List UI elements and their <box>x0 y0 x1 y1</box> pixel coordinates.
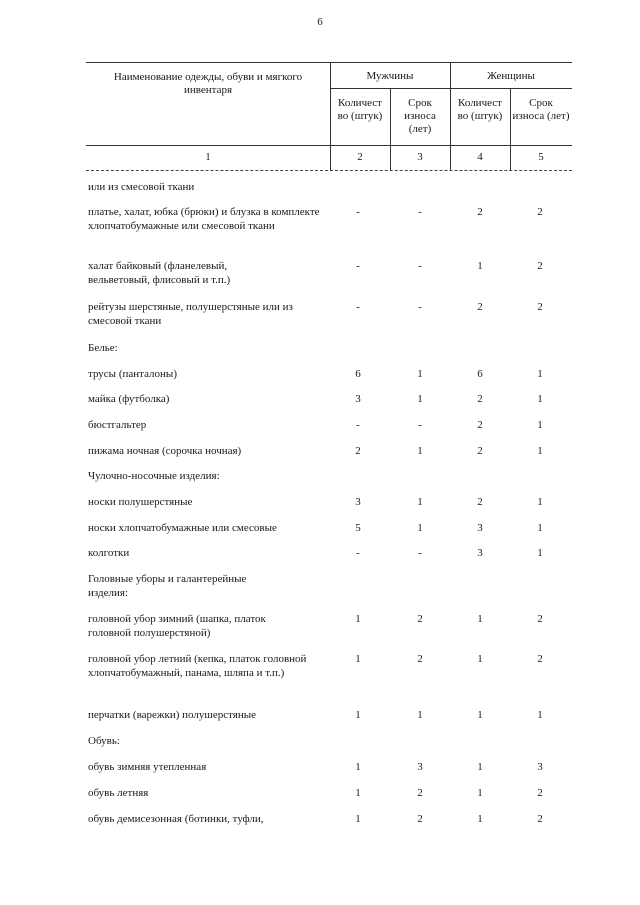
women-quantity: 1 <box>477 260 483 272</box>
women-term: 2 <box>537 787 543 799</box>
men-quantity: 1 <box>355 761 361 773</box>
column-number: 1 <box>205 151 211 163</box>
men-term: 1 <box>417 522 423 534</box>
item-name: головной убор зимний (шапка, платок головной полушерстяной) <box>88 613 266 639</box>
item-name: носки хлопчатобумажные или смесовые <box>88 522 277 534</box>
men-term: 2 <box>417 613 423 625</box>
men-quantity: - <box>356 419 360 431</box>
women-term: 1 <box>537 368 543 380</box>
men-quantity: 1 <box>355 653 361 665</box>
group-header-rule <box>330 88 572 89</box>
column-number: 4 <box>477 151 483 163</box>
item-name: трусы (панталоны) <box>88 368 177 380</box>
men-term: 2 <box>417 813 423 825</box>
item-name: обувь зимняя утепленная <box>88 761 207 773</box>
item-name: колготки <box>88 547 130 559</box>
column-number: 2 <box>357 151 363 163</box>
women-quantity: 1 <box>477 761 483 773</box>
section-heading: Обувь: <box>88 735 120 747</box>
column-header-men-term: Срок износа (лет) <box>404 97 436 135</box>
header-top-rule <box>86 62 572 63</box>
column-number: 3 <box>417 151 423 163</box>
column-header-men-quantity: Количест во (штук) <box>337 97 383 122</box>
men-term: - <box>418 301 422 313</box>
item-name: перчатки (варежки) полушерстяные <box>88 709 256 721</box>
women-quantity: 2 <box>477 445 483 457</box>
men-quantity: 1 <box>355 787 361 799</box>
men-term: - <box>418 206 422 218</box>
women-term: 2 <box>537 206 543 218</box>
women-term: 1 <box>537 496 543 508</box>
men-quantity: 3 <box>355 496 361 508</box>
women-term: 2 <box>537 260 543 272</box>
column-number: 5 <box>538 151 544 163</box>
item-name: рейтузы шерстяные, полушерстяные или из смесовой ткани <box>88 301 293 327</box>
section-heading: Головные уборы и галантерейные изделия: <box>88 573 247 599</box>
women-quantity: 1 <box>477 613 483 625</box>
women-term: 2 <box>537 813 543 825</box>
column-header-women-term: Срок износа (лет) <box>512 97 570 122</box>
item-name: обувь демисезонная (ботинки, туфли, <box>88 813 264 825</box>
men-term: - <box>418 419 422 431</box>
column-group-women: Женщины <box>487 70 535 82</box>
item-name: халат байковый (фланелевый, вельветовый, флисовый и т.п.) <box>88 260 231 286</box>
women-quantity: 1 <box>477 813 483 825</box>
women-quantity: 2 <box>477 419 483 431</box>
item-name: головной убор летний (кепка, платок головной хлопчатобумажный, панама, шляпа и т.п.) <box>88 653 307 679</box>
men-term: 1 <box>417 445 423 457</box>
column-number-rule <box>86 170 572 171</box>
women-quantity: 1 <box>477 787 483 799</box>
women-term: 3 <box>537 761 543 773</box>
women-term: 1 <box>537 393 543 405</box>
subheader-rule <box>86 145 572 146</box>
item-name: платье, халат, юбка (брюки) и блузка в комплекте хлопчатобумажные или смесовой ткани <box>88 206 320 232</box>
men-term: 1 <box>417 496 423 508</box>
men-term: - <box>418 547 422 559</box>
women-term: 2 <box>537 301 543 313</box>
women-term: 1 <box>537 445 543 457</box>
women-quantity: 3 <box>477 522 483 534</box>
women-quantity: 6 <box>477 368 483 380</box>
women-quantity: 2 <box>477 301 483 313</box>
men-term: 2 <box>417 653 423 665</box>
men-term: - <box>418 260 422 272</box>
women-term: 2 <box>537 653 543 665</box>
men-term: 1 <box>417 709 423 721</box>
men-quantity: 3 <box>355 393 361 405</box>
section-heading: Чулочно-носочные изделия: <box>88 470 220 482</box>
column-group-men: Мужчины <box>366 70 414 82</box>
section-heading: Белье: <box>88 342 118 354</box>
men-quantity: - <box>356 206 360 218</box>
men-quantity: - <box>356 301 360 313</box>
men-quantity: - <box>356 547 360 559</box>
men-quantity: 2 <box>355 445 361 457</box>
men-term: 3 <box>417 761 423 773</box>
women-quantity: 1 <box>477 653 483 665</box>
men-quantity: 1 <box>355 613 361 625</box>
women-quantity: 3 <box>477 547 483 559</box>
page-number: 6 <box>317 16 323 28</box>
column-header-women-quantity: Количест во (штук) <box>457 97 503 122</box>
women-quantity: 2 <box>477 496 483 508</box>
women-term: 1 <box>537 709 543 721</box>
item-name: или из смесовой ткани <box>88 181 195 193</box>
column-header-name: Наименование одежды, обуви и мягкого инвентаря <box>113 71 303 96</box>
men-quantity: 1 <box>355 813 361 825</box>
men-quantity: 6 <box>355 368 361 380</box>
women-term: 1 <box>537 522 543 534</box>
men-term: 2 <box>417 787 423 799</box>
men-quantity: 1 <box>355 709 361 721</box>
women-quantity: 2 <box>477 206 483 218</box>
men-term: 1 <box>417 368 423 380</box>
women-term: 1 <box>537 547 543 559</box>
men-quantity: 5 <box>355 522 361 534</box>
women-term: 1 <box>537 419 543 431</box>
women-quantity: 2 <box>477 393 483 405</box>
item-name: майка (футболка) <box>88 393 170 405</box>
item-name: обувь летняя <box>88 787 149 799</box>
item-name: носки полушерстяные <box>88 496 193 508</box>
item-name: бюстгальтер <box>88 419 147 431</box>
men-quantity: - <box>356 260 360 272</box>
men-term: 1 <box>417 393 423 405</box>
item-name: пижама ночная (сорочка ночная) <box>88 445 242 457</box>
women-quantity: 1 <box>477 709 483 721</box>
women-term: 2 <box>537 613 543 625</box>
